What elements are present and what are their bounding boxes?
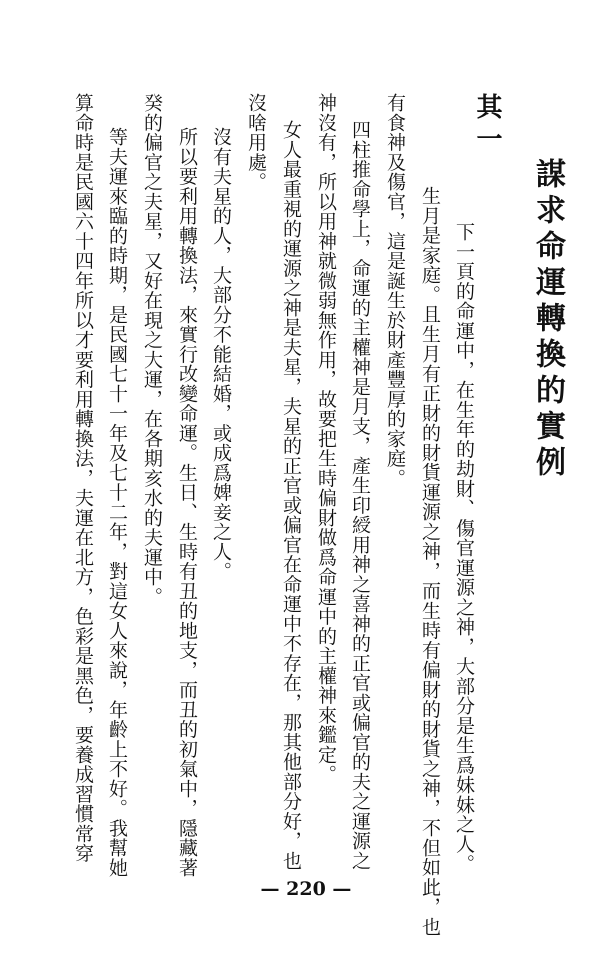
- text-column-12: 算命時是民國六十四年所以才要利用轉換法，夫運在北方，色彩是黑色，要養成習慣常穿: [72, 93, 94, 864]
- text-column-11: 等夫運來臨的時期，是民國七十一年及七十二年，對這女人來說，年齡上不好。我幫她: [106, 127, 128, 878]
- text-column-8: 沒有夫星的人，大部分不能結婚，或成爲婢妾之人。: [210, 127, 232, 582]
- section-heading: 其一: [472, 93, 502, 157]
- text-column-7: 沒啥用處。: [245, 93, 267, 192]
- page-number: — 220 —: [260, 878, 352, 900]
- chapter-title: 謀求命運轉換的實例: [530, 158, 565, 482]
- text-column-10: 癸的偏官之夫星，又好在現之大運，在各期亥水的夫運中。: [141, 93, 163, 607]
- text-column-4: 四柱推命學上，命運的主權神是月支，產生印綬用神之喜神的正官或偏官的夫之運源之: [349, 120, 371, 871]
- text-column-1: 下一頁的命運中，在生年的劫財、傷官運源之神，大部分是生爲妹妹之人。: [453, 222, 475, 874]
- text-column-2: 生月是家庭。且生月有正財的財貨運源之神，而生時有偏財的財貨之神，不但如此，也: [419, 186, 441, 937]
- text-column-3: 有食神及傷官，這是誕生於財產豐厚的家庭。: [384, 93, 406, 488]
- text-column-5: 神沒有，所以用神就微弱無作用，故要把生時偏財做爲命運中的主權神來鑑定。: [315, 93, 337, 785]
- text-column-6: 女人最重視的運源之神是夫星，夫星的正官或偏官在命運中不存在，那其他部分好，也: [280, 120, 302, 871]
- text-column-9: 所以要利用轉換法，來實行改變命運。生日、生時有丑的地支，而丑的初氣中，隱藏著: [176, 127, 198, 878]
